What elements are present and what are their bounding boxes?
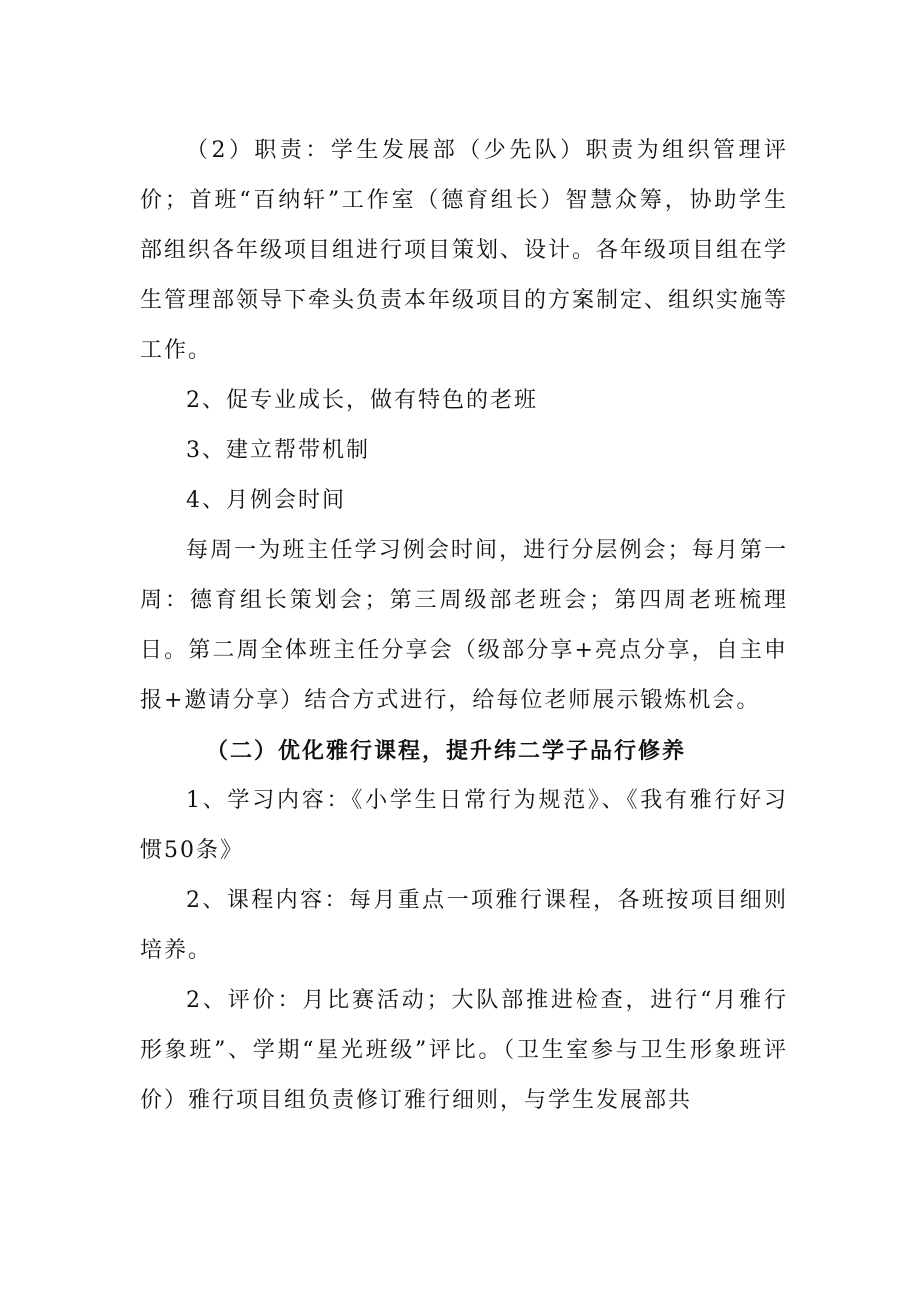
paragraph-course-content: 2、课程内容：每月重点一项雅行课程，各班按项目细则培养。 bbox=[140, 888, 788, 963]
paragraph-monthly-meeting-details: 每周一为班主任学习例会时间，进行分层例会；每月第一周：德育组长策划会；第三周级部老班会；第四周老班梳理日。第二周全体班主任分享会（级部分享+亮点分享，自主申报+邀请分享）结合方式进行，给每位老师展示锻炼机会。 bbox=[140, 538, 788, 713]
document-body bbox=[140, 126, 788, 1126]
paragraph-responsibilities: （2）职责：学生发展部（少先队）职责为组织管理评价；首班“百纳轩”工作室（德育组长）智慧众筹，协助学生部组织各年级项目组进行项目策划、设计。各年级项目组在学生管理部领导下牵头负责本年级项目的方案制定、组织实施等工作。 bbox=[140, 138, 789, 363]
paragraph-mentoring-mechanism: 3、建立帮带机制 bbox=[186, 438, 370, 463]
paragraph-learning-content: 1、学习内容：《小学生日常行为规范》、《我有雅行好习惯50条》 bbox=[140, 788, 788, 863]
paragraph-evaluation: 2、评价：月比赛活动；大队部推进检查，进行“月雅行形象班”、学期“星光班级”评比。（卫生室参与卫生形象班评价）雅行项目组负责修订雅行细则，与学生发展部共 bbox=[140, 988, 788, 1113]
section-heading: （二）优化雅行课程，提升纬二学子品行修养 bbox=[206, 738, 687, 764]
paragraph-monthly-meeting-title: 4、月例会时间 bbox=[186, 488, 346, 513]
paragraph-professional-growth: 2、促专业成长，做有特色的老班 bbox=[186, 388, 538, 413]
